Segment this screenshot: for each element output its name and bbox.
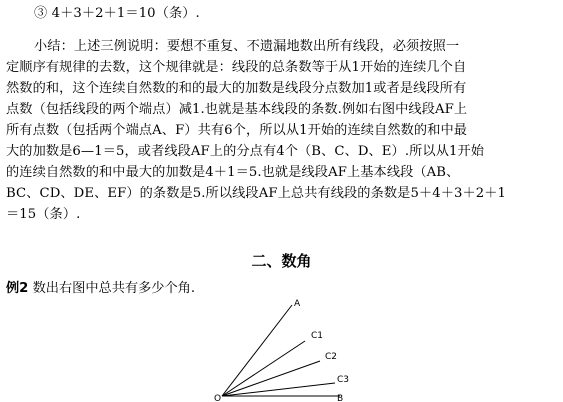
summary-line: ＝15（条）. bbox=[6, 207, 81, 222]
summary-line: 定顺序有规律的去数，这个规律就是：线段的总条数等于从1开始的连续几个自 bbox=[6, 60, 467, 75]
summary-line: 点数（包括线段的两个端点）减1.也就是基本线段的条数.例如右图中线段AF上 bbox=[6, 102, 468, 117]
summary-line: 然数的和，这个连续自然数的和的最大的加数是线段分点数加1或者是线段所有 bbox=[6, 81, 467, 96]
example-text: 数出右图中总共有多少个角. bbox=[32, 281, 196, 296]
example-label: 例2 bbox=[6, 281, 29, 296]
example-3-result: ③ 4＋3＋2＋1＝10（条）. bbox=[34, 6, 200, 21]
summary-line: 的连续自然数的和中最大的加数是4＋1＝5.也就是线段AF上基本线段（AB、 bbox=[6, 165, 460, 180]
summary-line: 所有点数（包括两个端点A、F）共有6个，所以从1开始的连续自然数的和中最 bbox=[6, 123, 468, 138]
label-A: A bbox=[294, 299, 301, 309]
summary-line: 小结：上述三例说明：要想不重复、不遗漏地数出所有线段，必须按照一 bbox=[34, 39, 460, 54]
ray-OA bbox=[222, 305, 292, 396]
label-C1: C1 bbox=[311, 331, 324, 341]
section-title: 二、数角 bbox=[251, 252, 312, 270]
label-B: B bbox=[337, 394, 344, 402]
label-C3: C3 bbox=[337, 375, 350, 385]
label-O: O bbox=[214, 394, 222, 402]
summary-line: BC、CD、DE、EF）的条数是5.所以线段AF上总共有线段的条数是5＋4＋3＋2＋1 bbox=[6, 186, 507, 201]
label-C2: C2 bbox=[325, 352, 338, 362]
summary-line: 大的加数是6—1＝5，或者线段AF上的分点有4个（B、C、D、E）.所以从1开始 bbox=[6, 144, 485, 159]
